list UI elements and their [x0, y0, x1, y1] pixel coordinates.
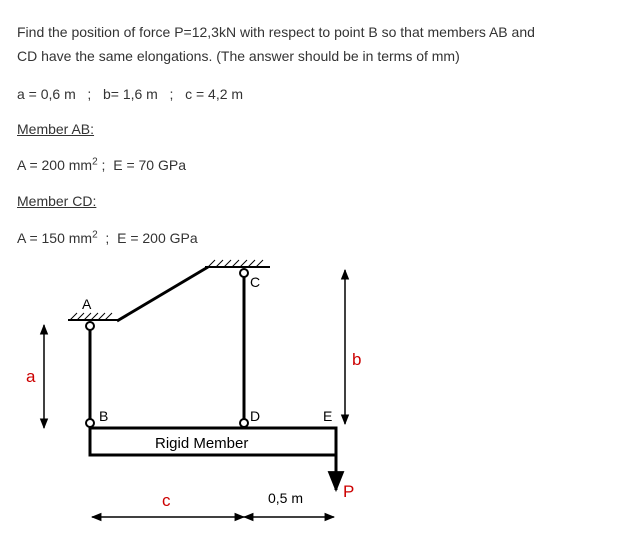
label-dim-c: c — [162, 491, 171, 510]
problem-statement-line-1: Find the position of force P=12,3kN with respect to point B so that members AB and — [17, 24, 535, 40]
member-cd-heading: Member CD: — [17, 193, 97, 209]
member-ab-heading: Member AB: — [17, 121, 95, 137]
sloped-support-line — [117, 267, 208, 321]
label-point-a: A — [82, 296, 92, 312]
pin-d — [240, 419, 248, 427]
label-point-c: C — [250, 274, 261, 290]
member-ab-modulus: ; E = 70 GPa — [97, 157, 186, 173]
member-ab-area-exponent: 2 — [92, 156, 98, 168]
member-ab-area: A = 200 mm — [17, 157, 93, 173]
member-cd-area: A = 150 mm — [17, 230, 93, 246]
label-dim-a: a — [26, 367, 36, 386]
problem-statement-line-2: CD have the same elongations. (The answer should be in terms of mm) — [17, 48, 460, 64]
support-c-hatch — [205, 260, 270, 267]
label-dim-05: 0,5 m — [268, 490, 304, 506]
pin-a — [86, 322, 94, 330]
member-cd-area-exponent: 2 — [92, 229, 98, 241]
label-point-d: D — [250, 408, 261, 424]
label-dim-b: b — [352, 350, 362, 369]
rigid-member-label: Rigid Member — [155, 435, 249, 452]
dimension-values: a = 0,6 m ; b= 1,6 m ; c = 4,2 m — [17, 86, 244, 102]
label-point-e: E — [323, 408, 333, 424]
member-cd-modulus: ; E = 200 GPa — [97, 230, 198, 246]
label-point-b: B — [99, 408, 109, 424]
pin-c — [240, 269, 248, 277]
support-a-hatch — [68, 313, 118, 320]
label-force-p: P — [343, 482, 355, 501]
pin-b — [86, 419, 94, 427]
